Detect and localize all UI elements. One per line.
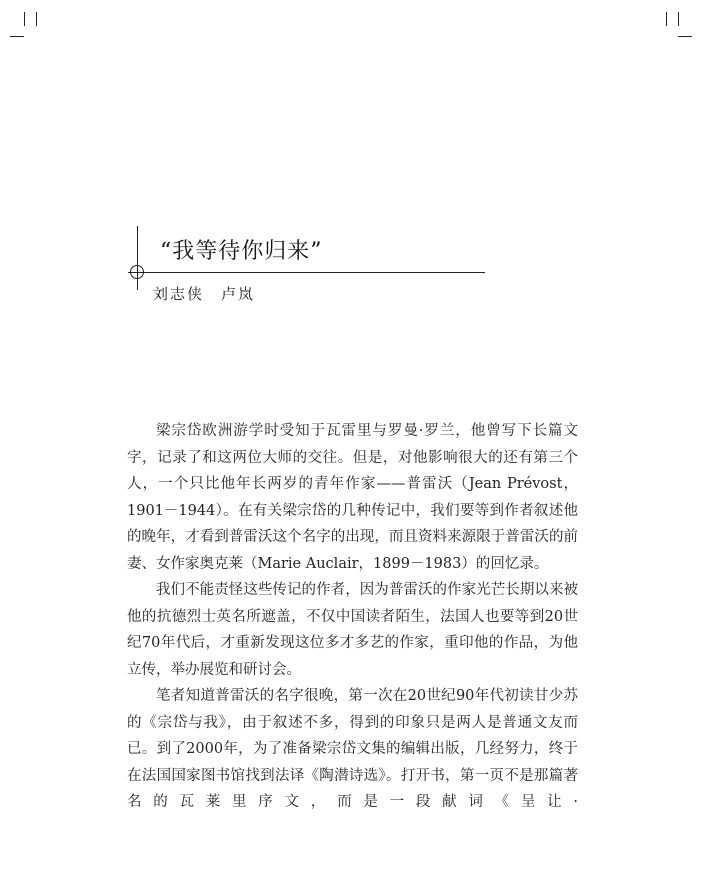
article-authors: 刘志侠 卢岚 <box>153 285 256 303</box>
crop-mark-top-left-horizontal <box>10 36 24 37</box>
paragraph: 我们不能责怪这些传记的作者，因为普雷沃的作家光芒长期以来被他的抗德烈士英名所遮盖，不仅中国读者陌生，法国人也要等到20世纪70年代后，才重新发现这位多才多艺的作家，重印他的作品，为他立传，举办展览和研讨会。 <box>127 582 578 678</box>
crop-mark-top-right-vertical-1 <box>666 12 667 26</box>
title-horizontal-rule <box>128 272 485 273</box>
crop-mark-top-right-horizontal <box>678 36 692 37</box>
crop-mark-top-left-vertical-1 <box>24 12 25 26</box>
paragraph: 梁宗岱欧洲游学时受知于瓦雷里与罗曼·罗兰，他曾写下长篇文字，记录了和这两位大师的交往。但是，对他影响很大的还有第三个人，一个只比他年长两岁的青年作家——普雷沃（Jean Prévost，1901－1944）。在有关梁宗岱的几种传记中，我们要等到作者叙述他的晚年，才看到普雷沃这个名字的出现，而且资料来源限于普雷沃的前妻、女作家奥克莱（Marie Auclair，1899－1983）的回忆录。 <box>127 423 578 572</box>
title-vertical-rule <box>137 226 138 290</box>
title-crosshair-circle <box>130 265 144 279</box>
paragraph: 笔者知道普雷沃的名字很晚，第一次在20世纪90年代初读甘少苏的《宗岱与我》，由于叙述不多，得到的印象只是两人是普通文友而已。到了2000年，为了准备梁宗岱文集的编辑出版，几经努力，终于在法国国家图书馆找到法译《陶潜诗选》。打开书，第一页不是那篇著名的瓦莱里序文，而是一段献词《呈让· <box>127 688 578 810</box>
crop-mark-top-right-vertical-2 <box>678 12 679 26</box>
article-body <box>127 418 578 816</box>
article-title: “我等待你归来” <box>160 239 323 264</box>
crop-mark-top-left-vertical-2 <box>36 12 37 26</box>
